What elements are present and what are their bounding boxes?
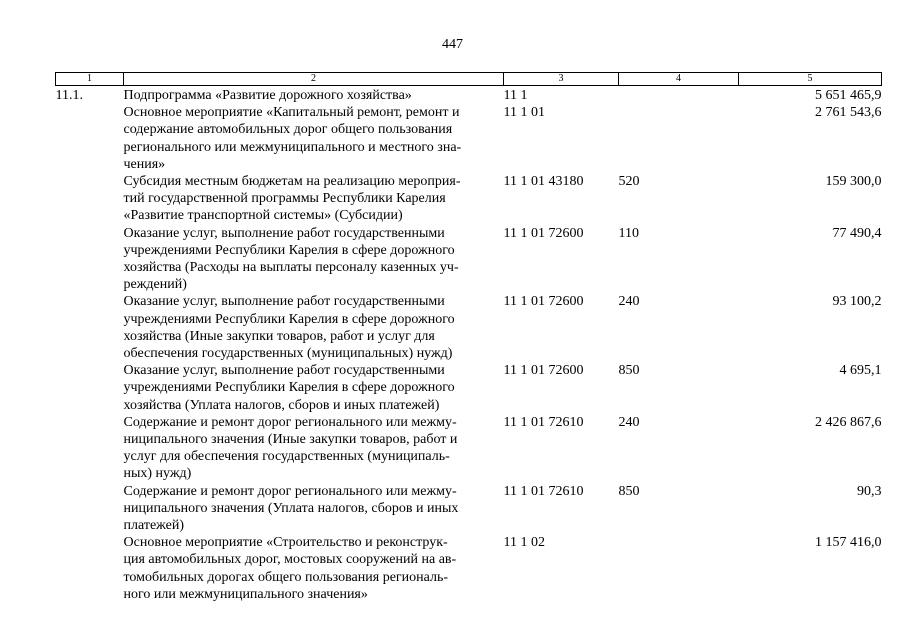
row-name-line: Содержание и ремонт дорог регионального или межму- (123, 414, 457, 430)
row-number: 11.1. (55, 88, 83, 103)
row-amount: 159 300,0 (825, 174, 882, 190)
page-number: 447 (442, 37, 463, 52)
row-name-line: содержание автомобильных дорог общего пользования (123, 122, 453, 138)
table-body (56, 86, 882, 604)
row-name-line: учреждениями Республики Карелия в сфере дорожного (123, 311, 455, 327)
row-name-line: реждений) (123, 277, 187, 293)
table-row (56, 362, 882, 414)
row-name-line: регионального или межмуниципального и местного зна- (123, 139, 462, 155)
row-name-line: чения» (123, 156, 166, 172)
table-row (56, 104, 882, 173)
row-name-line: Основное мероприятие «Строительство и реконструк- (123, 535, 448, 551)
row-amount: 1 157 416,0 (815, 535, 882, 551)
row-amount: 4 695,1 (839, 363, 882, 379)
row-amount: 90,3 (857, 483, 882, 499)
row-name-line: учреждениями Республики Карелия в сфере дорожного (123, 242, 455, 258)
row-name-line: Содержание и ремонт дорог регионального или межму- (123, 483, 457, 499)
row-name (124, 414, 504, 483)
row-number (56, 104, 124, 173)
row-amount: 2 426 867,6 (815, 414, 882, 430)
row-name (124, 362, 504, 414)
row-name (124, 86, 504, 105)
column-header-2: 2 (124, 73, 504, 86)
row-number (56, 225, 124, 294)
row-expense-type: 240 (618, 294, 640, 310)
column-header-5: 5 (739, 73, 882, 86)
row-number (56, 293, 124, 362)
row-name-line: обеспечения государственных (муниципальных) нужд) (123, 346, 453, 362)
header-row (56, 73, 882, 86)
row-amount: 77 490,4 (832, 225, 882, 241)
row-code: 11 1 02 (503, 535, 545, 551)
row-name (124, 225, 504, 294)
row-code: 11 1 (503, 88, 528, 103)
row-expense-type: 240 (618, 414, 640, 430)
row-name-line: тий государственной программы Республики Карелия (123, 191, 446, 207)
row-name-line: ных) нужд) (123, 466, 192, 482)
table-row (56, 483, 882, 535)
row-name-line: Основное мероприятие «Капитальный ремонт, ремонт и (123, 105, 460, 121)
row-name (124, 104, 504, 173)
table-row (56, 534, 882, 603)
row-name (124, 293, 504, 362)
row-name (124, 483, 504, 535)
row-name-line: Оказание услуг, выполнение работ государственными (123, 225, 445, 241)
row-name-line: томобильных дорогах общего пользования региональ- (123, 569, 449, 585)
row-name-line: учреждениями Республики Карелия в сфере дорожного (123, 380, 455, 396)
row-number (56, 173, 124, 225)
row-code: 11 1 01 72610 (503, 483, 584, 499)
row-name-line: Оказание услуг, выполнение работ государственными (123, 294, 445, 310)
row-code: 11 1 01 72600 (503, 294, 584, 310)
row-name (124, 534, 504, 603)
row-amount: 2 761 543,6 (815, 105, 882, 121)
table-header (56, 73, 882, 86)
table-row (56, 173, 882, 225)
row-expense-type (619, 104, 739, 173)
row-name-line: Оказание услуг, выполнение работ государственными (123, 363, 445, 379)
table-row (56, 293, 882, 362)
row-name-line: «Развитие транспортной системы» (Субсидии) (123, 208, 403, 224)
row-number (56, 483, 124, 535)
row-code: 11 1 01 43180 (503, 174, 584, 190)
column-header-4: 4 (619, 73, 739, 86)
row-name-line: ниципального значения (Уплата налогов, сборов и иных (123, 500, 459, 516)
row-expense-type (619, 534, 739, 603)
row-amount: 5 651 465,9 (815, 88, 882, 103)
column-header-1: 1 (56, 73, 124, 86)
row-name-line: Субсидия местным бюджетам на реализацию мероприя- (123, 174, 461, 190)
row-name-line: Подпрограмма «Развитие дорожного хозяйства» (123, 88, 412, 103)
table-row (56, 86, 882, 105)
row-code: 11 1 01 (503, 105, 545, 121)
table-row (56, 225, 882, 294)
row-name-line: услуг для обеспечения государственных (муниципаль- (123, 449, 450, 465)
row-expense-type: 110 (618, 225, 639, 241)
table-row (56, 414, 882, 483)
row-name-line: хозяйства (Уплата налогов, сборов и иных платежей) (123, 397, 440, 413)
row-number (56, 414, 124, 483)
column-header-3: 3 (504, 73, 619, 86)
row-expense-type (619, 86, 739, 105)
row-name-line: хозяйства (Иные закупки товаров, работ и услуг для (123, 328, 435, 344)
row-name (124, 173, 504, 225)
row-name-line: ниципального значения (Иные закупки товаров, работ и (123, 432, 458, 448)
row-expense-type: 850 (618, 363, 640, 379)
row-number (56, 362, 124, 414)
row-amount: 93 100,2 (832, 294, 882, 310)
row-name-line: ция автомобильных дорог, мостовых сооружений на ав- (123, 552, 457, 568)
row-expense-type: 520 (618, 174, 640, 190)
row-number (56, 534, 124, 603)
row-expense-type: 850 (618, 483, 640, 499)
row-name-line: хозяйства (Расходы на выплаты персоналу казенных уч- (123, 260, 459, 276)
row-name-line: ного или межмуниципального значения» (123, 586, 368, 602)
row-code: 11 1 01 72600 (503, 225, 584, 241)
budget-table (55, 72, 882, 603)
row-code: 11 1 01 72610 (503, 414, 584, 430)
row-code: 11 1 01 72600 (503, 363, 584, 379)
row-name-line: платежей) (123, 518, 185, 534)
